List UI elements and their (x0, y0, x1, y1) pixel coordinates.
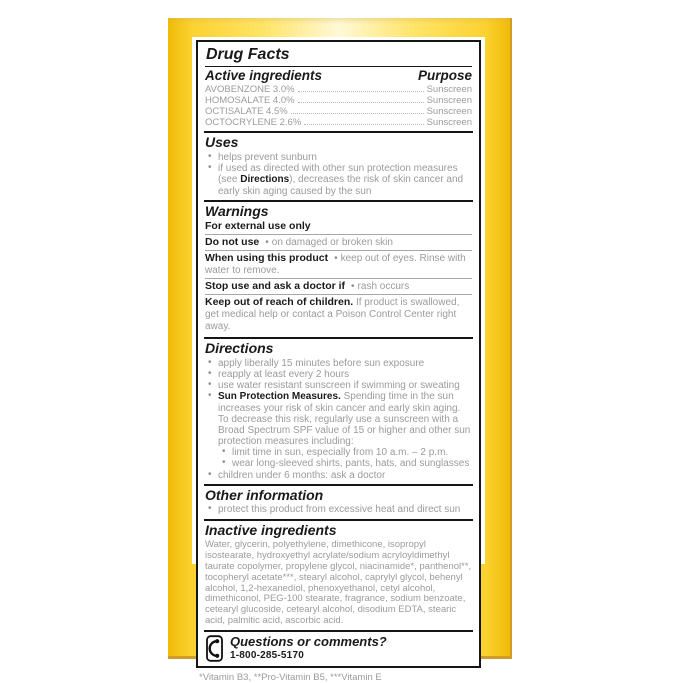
directions-reference: Directions (240, 174, 290, 186)
active-ingredients-header (205, 67, 472, 84)
directions-bullet (205, 369, 472, 380)
section-inactive-ingredients (204, 519, 473, 630)
directions-sub-bullet (219, 447, 472, 458)
dotted-leader (304, 124, 423, 125)
directions-bullet-text: apply liberally 15 minutes before sun exposure (218, 357, 425, 369)
section-active-ingredients (204, 42, 473, 131)
dotted-leader (298, 102, 424, 103)
ingredient-row (205, 117, 472, 128)
warning-text: rash occurs (357, 281, 410, 293)
section-directions (204, 337, 473, 484)
directions-heading: Directions (205, 340, 274, 357)
questions-heading: Questions or comments? (230, 634, 387, 650)
uses-bullet (205, 152, 472, 163)
bullet-icon: • (208, 503, 212, 515)
directions-bullet-text: children under 6 months: ask a doctor (218, 469, 386, 481)
bullet-icon: • (222, 446, 226, 458)
ingredient-name: AVOBENZONE 3.0% (205, 84, 295, 96)
ingredient-row (205, 84, 472, 95)
warning-lead: Do not use (205, 236, 260, 249)
external-use-statement: For external use only (205, 220, 311, 233)
ingredient-purpose: Sunscreen (426, 95, 472, 107)
warning-row (205, 250, 472, 278)
sun-protection-text: Spending time in the sun increases your risk of skin cancer and early skin aging. To decrease this risk, regularly use a sunscreen with a Broad Spectrum SPF value of 15 or higher and other sun protection measures including: (218, 391, 471, 448)
sun-protection-lead: Sun Protection Measures. (218, 391, 341, 403)
uses-heading: Uses (205, 134, 239, 151)
warning-text: on damaged or broken skin (271, 237, 393, 249)
warning-row-keep-out (205, 294, 472, 334)
bullet-icon: • (208, 367, 212, 379)
ingredient-name: HOMOSALATE 4.0% (205, 95, 295, 107)
directions-bullet-sun-protection (205, 391, 472, 447)
warning-lead: Stop use and ask a doctor if (205, 280, 346, 293)
vitamin-footnote: *Vitamin B3, **Pro-Vitamin B5, ***Vitamin E (199, 671, 382, 683)
inactive-ingredients-heading: Inactive ingredients (205, 521, 337, 538)
bullet-icon: • (208, 151, 212, 163)
warning-row (205, 234, 472, 250)
directions-sub-bullet-text: limit time in sun, especially from 10 a.m. – 2 p.m. (232, 447, 449, 459)
directions-bullet-text: reapply at least every 2 hours (218, 368, 350, 380)
questions-text-block (230, 635, 387, 661)
drug-facts-label (192, 37, 485, 683)
directions-sub-bullet-text: wear long-sleeved shirts, pants, hats, and sunglasses (232, 458, 470, 470)
directions-bullet (205, 358, 472, 369)
section-questions (204, 630, 473, 665)
phone-icon (206, 635, 223, 662)
bullet-icon: • (208, 356, 212, 368)
other-information-text: protect this product from excessive heat and direct sun (218, 504, 461, 516)
warning-text: keep out of eyes. Rinse with water to remove. (205, 253, 466, 277)
bullet-icon: • (208, 162, 212, 174)
dotted-leader (291, 113, 424, 114)
section-warnings (204, 200, 473, 337)
bullet-icon: • (351, 281, 355, 293)
warning-lead: Keep out of reach of children. (205, 296, 354, 309)
warning-lead: When using this product (205, 252, 329, 265)
warning-text: If product is swallowed, get medical help or contact a Poison Control Center right away. (205, 297, 460, 333)
bullet-icon: • (334, 253, 338, 265)
directions-sub-bullet (219, 458, 472, 469)
uses-bullet-text: ), decreases the risk of skin cancer and early skin aging caused by the sun (218, 174, 464, 197)
uses-bullet-text: helps prevent sunburn (218, 152, 317, 164)
product-package-back (168, 18, 512, 683)
ingredient-name: OCTISALATE 4.5% (205, 106, 288, 118)
ingredient-name: OCTOCRYLENE 2.6% (205, 117, 302, 129)
other-information-bullet (205, 504, 472, 515)
bullet-icon: • (265, 237, 269, 249)
directions-bullet (205, 380, 472, 391)
bullet-icon: • (208, 390, 212, 402)
warnings-heading: Warnings (205, 202, 269, 219)
section-uses (204, 131, 473, 199)
dotted-leader (298, 91, 424, 92)
phone-number: 1-800-285-5170 (230, 649, 304, 661)
ingredient-purpose: Sunscreen (426, 106, 472, 118)
section-other-information (204, 484, 473, 519)
drug-facts-box (196, 40, 481, 668)
uses-bullet (205, 163, 472, 197)
drug-facts-title: Drug Facts (205, 43, 472, 67)
other-information-heading: Other information (205, 486, 324, 503)
ingredient-purpose: Sunscreen (426, 84, 472, 96)
warning-row (205, 278, 472, 294)
bullet-icon: • (222, 457, 226, 469)
ingredient-row (205, 95, 472, 106)
uses-bullet-text: if used as directed with other sun protection measures (see (218, 163, 458, 186)
ingredient-purpose: Sunscreen (426, 117, 472, 129)
inactive-ingredients-list: Water, glycerin, polyethylene, dimethicone, isopropyl isostearate, hydroxyethyl acrylate/sodium acryloyldimethyl taurate copolymer, propylene glycol, niacinamide*, panthenol**, tocopheryl acetate***, stearyl alcohol, caprylyl glycol, behenyl alcohol, 1,2-hexanediol, phenoxyethanol, cetyl alcohol, dimethiconol, PEG-100 stearate, fragrance, sodium benzoate, cetearyl glucoside, cetearyl alcohol, disodium EDTA, stearic acid, palmitic acid, ascorbic acid. (205, 539, 472, 627)
directions-bullet-text: use water resistant sunscreen if swimming or sweating (218, 380, 460, 392)
bullet-icon: • (208, 379, 212, 391)
purpose-heading: Purpose (417, 68, 472, 84)
bullet-icon: • (208, 468, 212, 480)
active-ingredients-heading: Active ingredients (205, 68, 323, 84)
ingredient-row (205, 106, 472, 117)
directions-bullet (205, 470, 472, 481)
